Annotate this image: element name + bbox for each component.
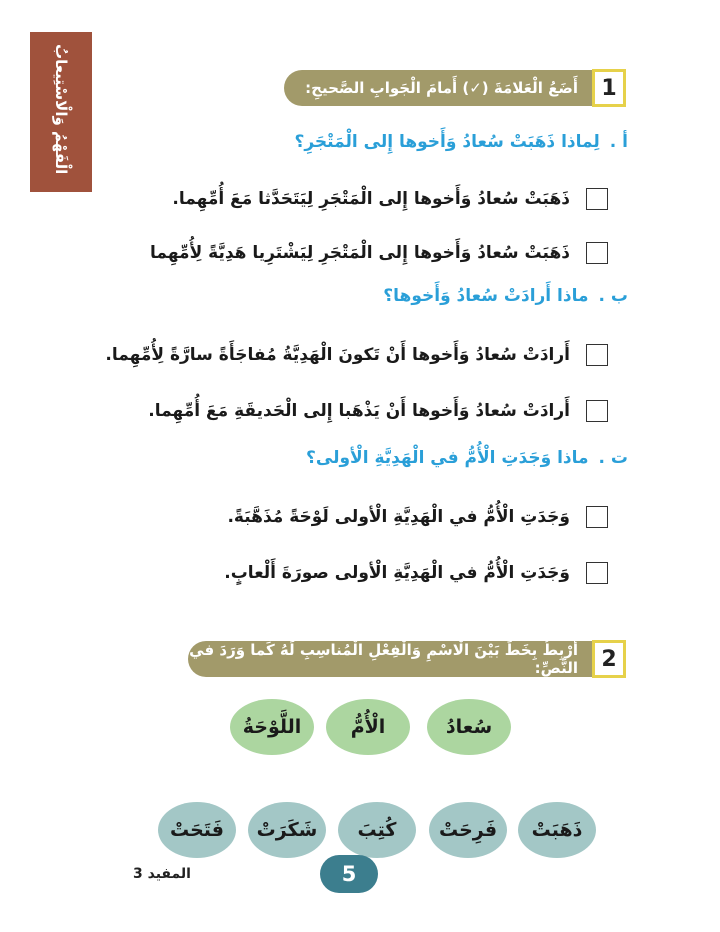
option-b-1[interactable] — [105, 344, 608, 366]
verb-label: شَكَرَتْ — [256, 819, 318, 841]
option-text: أَرادَتْ سُعادُ وَأَخوها أَنْ تَكونَ الْهَدِيَّةُ مُفاجَأَةً سارَّةً لِأُمِّهِما. — [105, 345, 570, 365]
answer-checkbox[interactable] — [586, 344, 608, 366]
verb-label: فَرِحَتْ — [438, 819, 498, 841]
section-side-tab — [30, 32, 92, 192]
question-letter: ت . — [598, 448, 628, 468]
page-number: 5 — [320, 855, 378, 893]
question-text: ماذا وَجَدَتِ الْأُمُّ في الْهَدِيَّةِ الْأولى؟ — [306, 448, 589, 468]
option-text: أَرادَتْ سُعادُ وَأَخوها أَنْ يَذْهَبا إِلى الْحَديقَةِ مَعَ أُمِّهِما. — [148, 401, 570, 421]
answer-checkbox[interactable] — [586, 562, 608, 584]
noun-oval[interactable] — [230, 699, 314, 755]
verb-label: ذَهَبَتْ — [531, 819, 583, 841]
noun-label: اللَّوْحَةُ — [242, 716, 302, 738]
book-title: المفيد 3 — [133, 866, 191, 882]
verb-label: كُتِبَ — [357, 819, 397, 841]
noun-label: الْأُمُّ — [350, 716, 386, 738]
instruction-text-2: أَرْبِطُ بِخَطٍّ بَيْنَ الْاسْمِ وَالْفِعْلِ الْمُناسِبِ لَهُ كَما وَرَدَ في النَّصِّ: — [189, 641, 578, 677]
instruction-text-1: أَضَعُ الْعَلامَةَ (✓) أَمامَ الْجَوابِ الصَّحيحِ: — [305, 79, 578, 97]
noun-oval[interactable] — [326, 699, 410, 755]
question-b — [383, 286, 628, 306]
option-a-1[interactable] — [172, 188, 608, 210]
question-text: ماذا أَرادَتْ سُعادُ وَأَخوها؟ — [383, 286, 589, 306]
option-t-2[interactable] — [224, 562, 608, 584]
option-text: وَجَدَتِ الْأُمُّ في الْهَدِيَّةِ الْأولى لَوْحَةً مُذَهَّبَةً. — [227, 507, 570, 527]
side-tab-label: الْفَهْمُ وَالْاسْتِيعابُ — [52, 44, 70, 175]
noun-label: سُعادُ — [445, 716, 493, 738]
option-t-1[interactable] — [227, 506, 608, 528]
answer-checkbox[interactable] — [586, 400, 608, 422]
answer-checkbox[interactable] — [586, 188, 608, 210]
question-text: لِماذا ذَهَبَتْ سُعادُ وَأَخوها إِلى الْمَتْجَرِ؟ — [294, 132, 600, 152]
option-b-2[interactable] — [148, 400, 608, 422]
question-a — [294, 132, 628, 152]
instruction-banner-2 — [188, 641, 594, 677]
verb-oval[interactable] — [429, 802, 507, 858]
verb-oval[interactable] — [518, 802, 596, 858]
option-text: ذَهَبَتْ سُعادُ وَأَخوها إِلى الْمَتْجَرِ لِيَتَحَدَّثا مَعَ أُمِّهِما. — [172, 189, 570, 209]
exercise-number-2: 2 — [592, 640, 626, 678]
instruction-banner-1 — [284, 70, 594, 106]
answer-checkbox[interactable] — [586, 506, 608, 528]
exercise-number-1: 1 — [592, 69, 626, 107]
question-letter: ب . — [598, 286, 628, 306]
verb-oval[interactable] — [248, 802, 326, 858]
option-text: وَجَدَتِ الْأُمُّ في الْهَدِيَّةِ الْأولى صورَةَ أَلْعابٍ. — [224, 563, 570, 583]
question-letter: أ . — [609, 132, 628, 152]
noun-oval[interactable] — [427, 699, 511, 755]
question-t — [306, 448, 628, 468]
option-a-2[interactable] — [150, 242, 608, 264]
verb-label: فَتَحَتْ — [169, 819, 224, 841]
verb-oval[interactable] — [338, 802, 416, 858]
answer-checkbox[interactable] — [586, 242, 608, 264]
option-text: ذَهَبَتْ سُعادُ وَأَخوها إِلى الْمَتْجَرِ لِيَشْتَرِيا هَدِيَّةً لِأُمِّهِما — [150, 243, 570, 263]
verb-oval[interactable] — [158, 802, 236, 858]
